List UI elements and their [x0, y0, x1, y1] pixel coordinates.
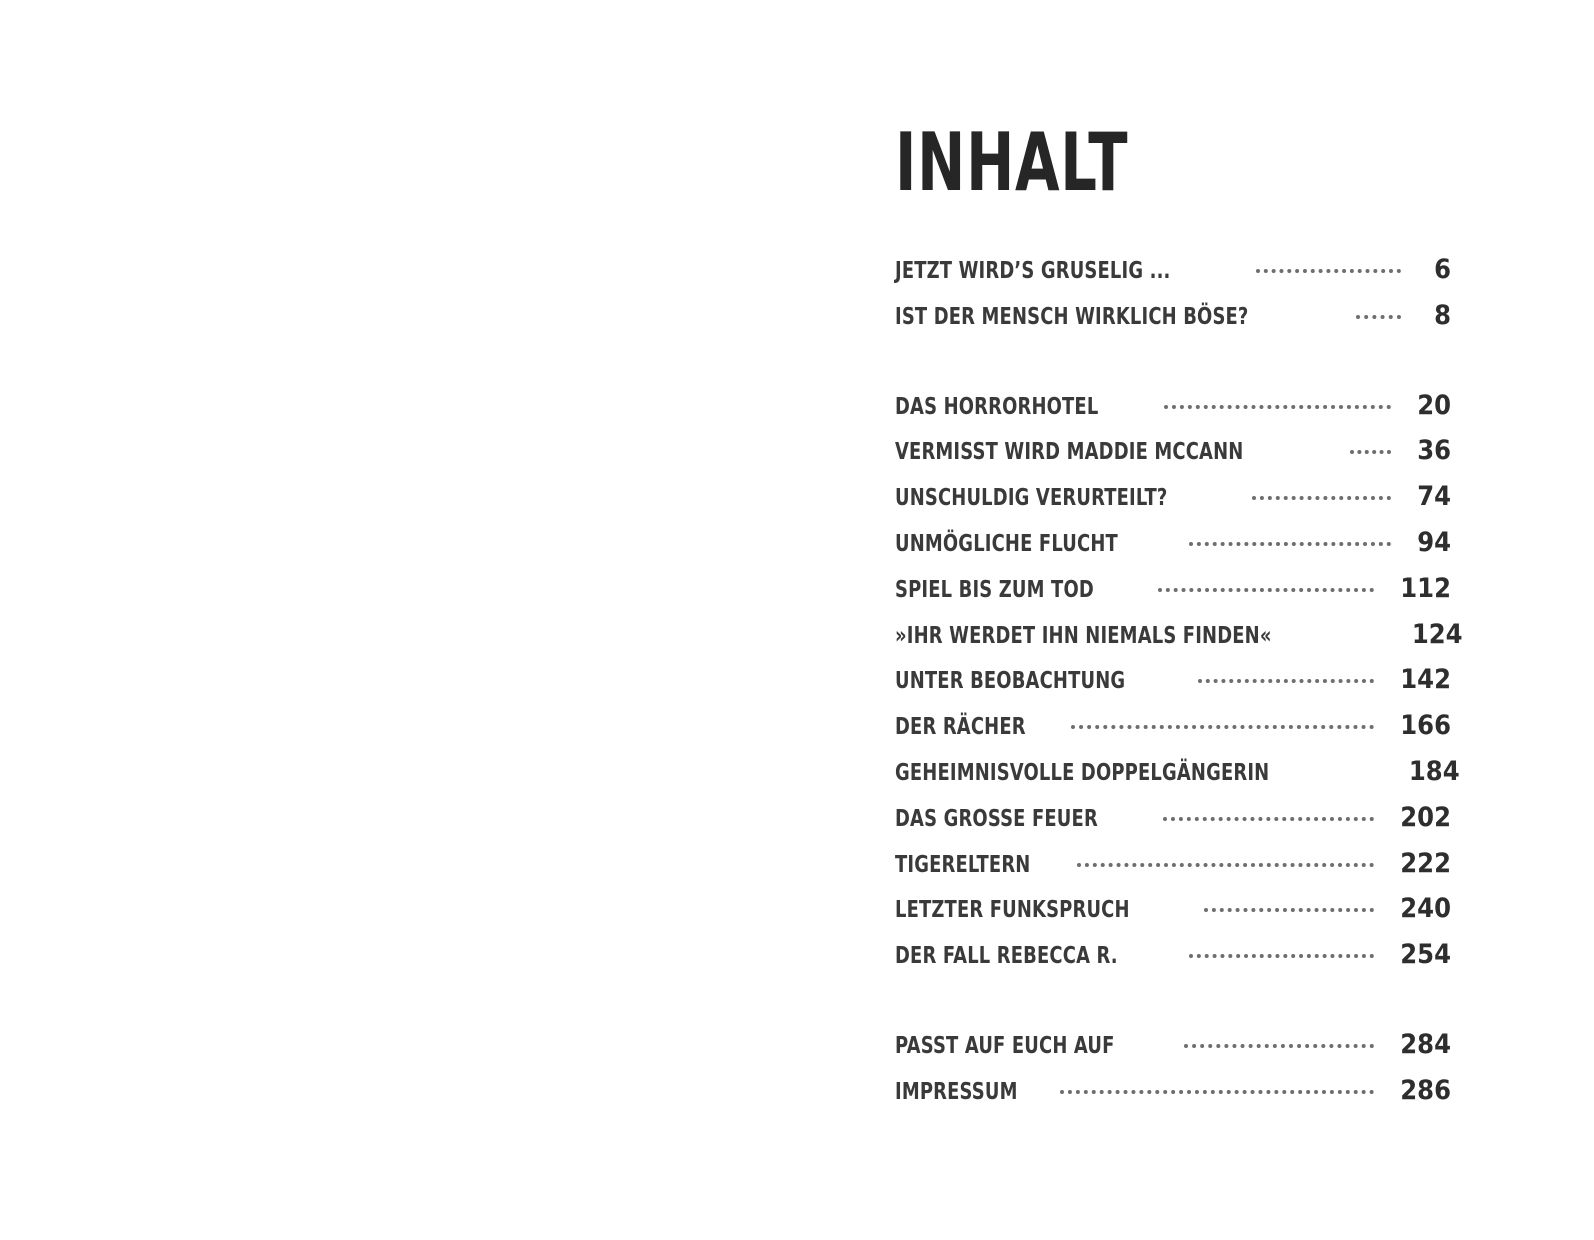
toc-entry-title: IMPRESSUM	[895, 1078, 1018, 1105]
toc-entry-title: DAS HORRORHOTEL	[895, 393, 1099, 420]
toc-entry[interactable]	[895, 802, 1451, 848]
dot-leader	[1350, 450, 1391, 454]
dot-leader	[1164, 405, 1391, 409]
toc-group-chapters	[895, 389, 1463, 985]
toc-entry[interactable]	[895, 939, 1451, 985]
toc-entry[interactable]	[895, 1029, 1451, 1075]
toc-entry[interactable]	[895, 755, 1460, 802]
toc-entry-page: 222	[1400, 847, 1451, 879]
toc-entry-title: VERMISST WIRD MADDIE MCCANN	[895, 439, 1244, 466]
toc-entry-title: GEHEIMNISVOLLE DOPPELGÄNGERIN	[895, 759, 1270, 786]
toc-entry[interactable]	[895, 527, 1451, 573]
dot-leader	[1356, 315, 1401, 319]
toc-entry[interactable]	[895, 618, 1463, 665]
dot-leader	[1189, 542, 1391, 546]
toc-entry-title: PASST AUF EUCH AUF	[895, 1032, 1115, 1059]
toc-entry[interactable]	[895, 664, 1451, 710]
toc-entry-title: UNSCHULDIG VERURTEILT?	[895, 485, 1168, 512]
toc-entry-page: 142	[1400, 664, 1451, 696]
toc-entry-title: IST DER MENSCH WIRKLICH BÖSE?	[895, 303, 1249, 330]
toc-entry-title: DER FALL REBECCA R.	[895, 943, 1118, 970]
toc-entry-page: 284	[1400, 1028, 1451, 1060]
dot-leader	[1256, 269, 1401, 273]
toc-entry[interactable]	[895, 573, 1451, 619]
dot-leader	[1077, 863, 1375, 867]
dot-leader	[1158, 588, 1374, 592]
toc-entry-page: 8	[1434, 299, 1451, 331]
toc-entry-page: 286	[1400, 1074, 1451, 1106]
dot-leader	[1071, 725, 1375, 729]
toc-entry-page: 254	[1400, 939, 1451, 971]
toc-entry-page: 112	[1400, 572, 1451, 604]
toc-group-outro	[895, 1029, 1451, 1121]
toc-entry-page: 94	[1417, 526, 1451, 558]
dot-leader	[1252, 496, 1391, 500]
toc-entry-page: 240	[1400, 893, 1451, 925]
dot-leader	[1198, 679, 1374, 683]
toc-entry-page: 124	[1411, 618, 1463, 650]
toc-group-intro	[895, 254, 1451, 346]
toc-entry-title: UNMÖGLICHE FLUCHT	[895, 530, 1118, 557]
dot-leader	[1060, 1090, 1374, 1094]
dot-leader	[1163, 817, 1374, 821]
toc-entry[interactable]	[895, 390, 1451, 436]
toc-entry[interactable]	[895, 254, 1451, 300]
toc-entry-page: 36	[1417, 435, 1451, 467]
toc-entry-title: SPIEL BIS ZUM TOD	[895, 576, 1094, 603]
toc-entry-title: DAS GROSSE FEUER	[895, 805, 1098, 832]
toc-entry[interactable]	[895, 848, 1451, 894]
toc-entry-title: UNTER BEOBACHTUNG	[895, 668, 1126, 695]
toc-entry-page: 6	[1434, 254, 1451, 285]
toc-entry-title: JETZT WIRD’S GRUSELIG ...	[895, 258, 1171, 284]
toc-entry-page: 166	[1400, 710, 1451, 742]
toc-entry-title: DER RÄCHER	[895, 714, 1026, 741]
toc-entry[interactable]	[895, 481, 1451, 527]
page-title: INHALT	[895, 116, 1129, 209]
toc-entry-page: 202	[1400, 801, 1451, 833]
dot-leader	[1184, 1044, 1374, 1048]
toc-entry[interactable]	[895, 300, 1451, 346]
toc-entry[interactable]	[895, 1075, 1451, 1121]
toc-entry-page: 20	[1417, 389, 1451, 421]
toc-entry[interactable]	[895, 710, 1451, 756]
toc-entry[interactable]	[895, 893, 1451, 939]
table-of-contents	[895, 254, 1463, 1121]
toc-entry-title: LETZTER FUNKSPRUCH	[895, 897, 1130, 924]
dot-leader	[1189, 954, 1375, 958]
toc-entry-title: TIGERELTERN	[895, 851, 1031, 878]
toc-entry[interactable]	[895, 435, 1451, 481]
dot-leader	[1204, 908, 1374, 912]
toc-entry-title: »IHR WERDET IHN NIEMALS FINDEN«	[895, 622, 1272, 649]
toc-entry-page: 184	[1408, 755, 1460, 787]
toc-entry-page: 74	[1417, 481, 1451, 513]
